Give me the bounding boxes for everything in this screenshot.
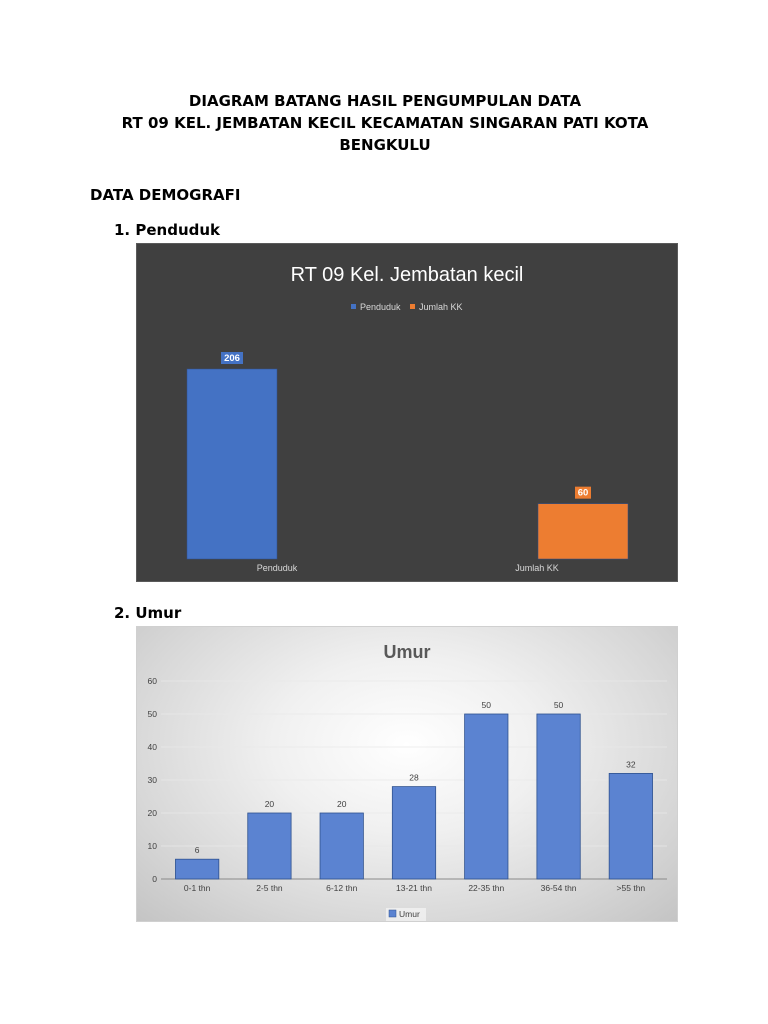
bar — [465, 714, 508, 879]
data-label: 50 — [481, 700, 492, 710]
x-tick-label: 6-12 thn — [326, 883, 358, 893]
bar — [187, 369, 277, 559]
x-tick-label: >55 thn — [616, 883, 646, 893]
y-tick-label: 0 — [152, 874, 157, 884]
data-label: 20 — [336, 799, 347, 809]
data-label: 28 — [409, 772, 419, 783]
bar — [248, 813, 291, 879]
legend-swatch — [389, 910, 396, 917]
bar — [175, 859, 218, 879]
chart-umur — [136, 626, 678, 922]
x-tick-label: 36-54 thn — [540, 883, 577, 893]
x-tick-label: Penduduk — [256, 563, 298, 573]
data-label: 206 — [224, 353, 240, 364]
bar — [538, 504, 628, 559]
y-tick-label: 40 — [147, 742, 157, 752]
data-label: 20 — [264, 799, 275, 809]
data-label: 50 — [553, 700, 564, 710]
y-tick-label: 60 — [147, 676, 157, 686]
y-tick-label: 10 — [147, 841, 157, 851]
legend-label: Jumlah KK — [419, 302, 463, 312]
x-tick-label: Jumlah KK — [515, 563, 559, 573]
x-tick-label: 13-21 thn — [396, 883, 432, 893]
data-label: 60 — [577, 487, 589, 499]
data-label: 6 — [194, 845, 200, 856]
x-tick-label: 22-35 thn — [468, 883, 505, 893]
y-tick-label: 20 — [147, 808, 157, 818]
x-tick-label: 2-5 thn — [256, 883, 283, 893]
chart-title: RT 09 Kel. Jembatan kecil — [290, 264, 524, 286]
data-label: 32 — [626, 759, 636, 770]
bar — [609, 773, 652, 879]
legend-swatch — [351, 304, 356, 309]
y-tick-label: 50 — [147, 709, 157, 719]
chart-umur-svg — [137, 627, 677, 921]
y-tick-label: 30 — [147, 775, 157, 785]
x-tick-label: 0-1 thn — [183, 883, 211, 893]
bar — [320, 813, 363, 879]
legend-label: Umur — [399, 909, 420, 919]
legend-swatch — [410, 304, 415, 309]
chart-penduduk-svg — [137, 244, 677, 581]
title-line-2: RT 09 KEL. JEMBATAN KECIL KECAMATAN SINGARAN PATI KOTA — [121, 114, 649, 132]
bar — [537, 714, 580, 879]
section-heading: DATA DEMOGRAFI — [90, 186, 241, 204]
title-line-1: DIAGRAM BATANG HASIL PENGUMPULAN DATA — [188, 92, 582, 110]
legend-label: Penduduk — [360, 302, 401, 312]
chart-penduduk — [136, 243, 678, 582]
bar — [392, 787, 435, 879]
item-heading-umur: 2. Umur — [114, 604, 182, 622]
document-title — [90, 90, 680, 156]
chart-title: Umur — [383, 642, 431, 662]
title-line-3: BENGKULU — [339, 136, 431, 154]
item-heading-penduduk: 1. Penduduk — [114, 221, 221, 239]
